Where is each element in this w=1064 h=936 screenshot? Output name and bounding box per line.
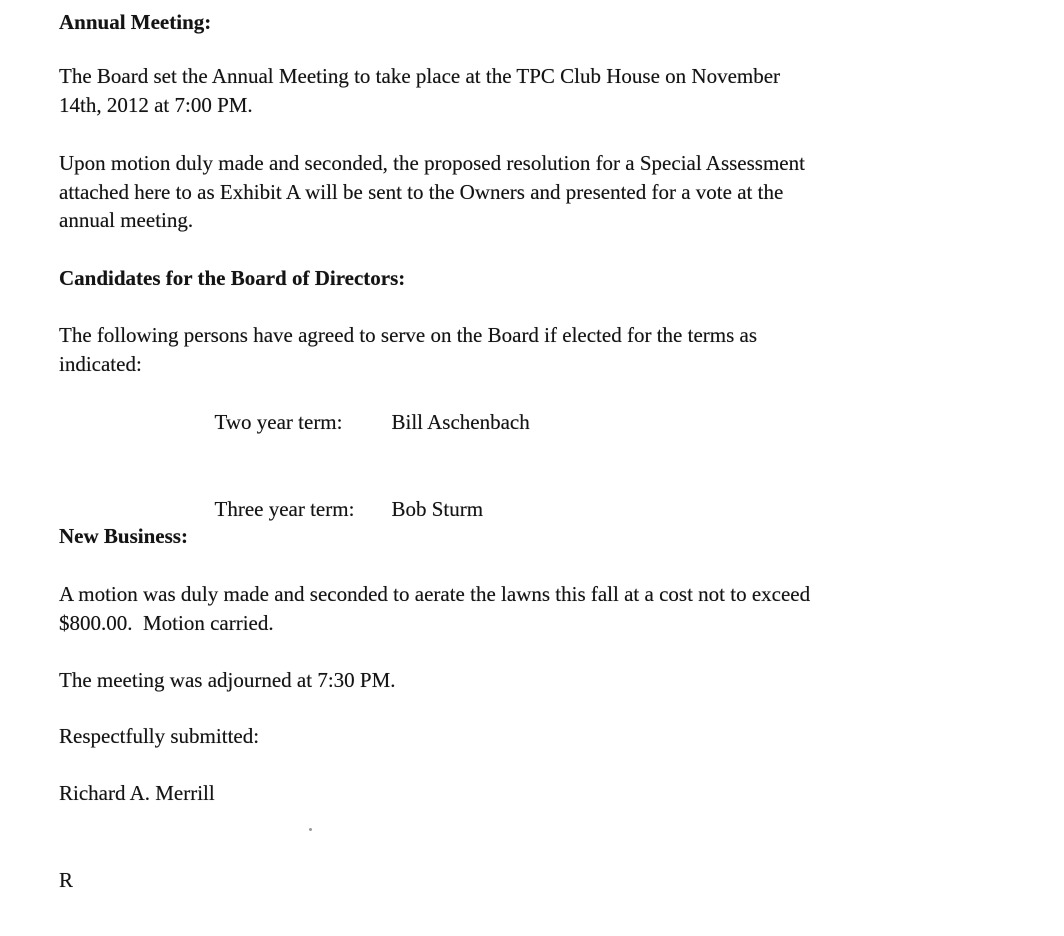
paragraph-adjourned [59,666,1024,695]
page-artifact-letter-r: R [59,868,74,892]
text-line: Richard A. Merrill [59,781,215,805]
term-label: Two year term: [214,410,343,434]
text-line: A motion was duly made and seconded to aerate the lawns this fall at a cost not to exceed [59,582,811,606]
paragraph-annual-meeting-details [59,62,1024,119]
scan-artifact-dot [309,828,312,831]
text-line: The meeting was adjourned at 7:30 PM. [59,668,396,692]
paragraph-aerate-lawns [59,580,1024,637]
signature-name [59,779,1024,808]
text-line: annual meeting. [59,208,194,232]
text-line: attached here to as Exhibit A will be sent to the Owners and presented for a vote at the [59,179,784,204]
text-line: $800.00. Motion carried. [59,610,274,635]
candidate-name: Bob Sturm [391,497,484,521]
term-row-two-year [183,379,1024,466]
paragraph-candidates-intro [59,321,1024,378]
text-line: The following persons have agreed to serve on the Board if elected for the terms as [59,323,758,347]
paragraph-special-assessment [59,149,1024,235]
heading-annual-meeting: Annual Meeting: [59,10,212,34]
paragraph-respectfully-submitted [59,722,1024,751]
text-line: indicated: [59,351,142,376]
candidate-name: Bill Aschenbach [391,410,530,434]
text-line: Upon motion duly made and seconded, the proposed resolution for a Special Assessment [59,151,805,175]
term-label: Three year term: [214,497,355,521]
heading-new-business: New Business: [59,524,188,548]
text-line: 14th, 2012 at 7:00 PM. [59,92,253,117]
text-line: Respectfully submitted: [59,724,260,748]
text-line: The Board set the Annual Meeting to take place at the TPC Club House on November [59,64,781,88]
heading-candidates: Candidates for the Board of Directors: [59,266,406,290]
